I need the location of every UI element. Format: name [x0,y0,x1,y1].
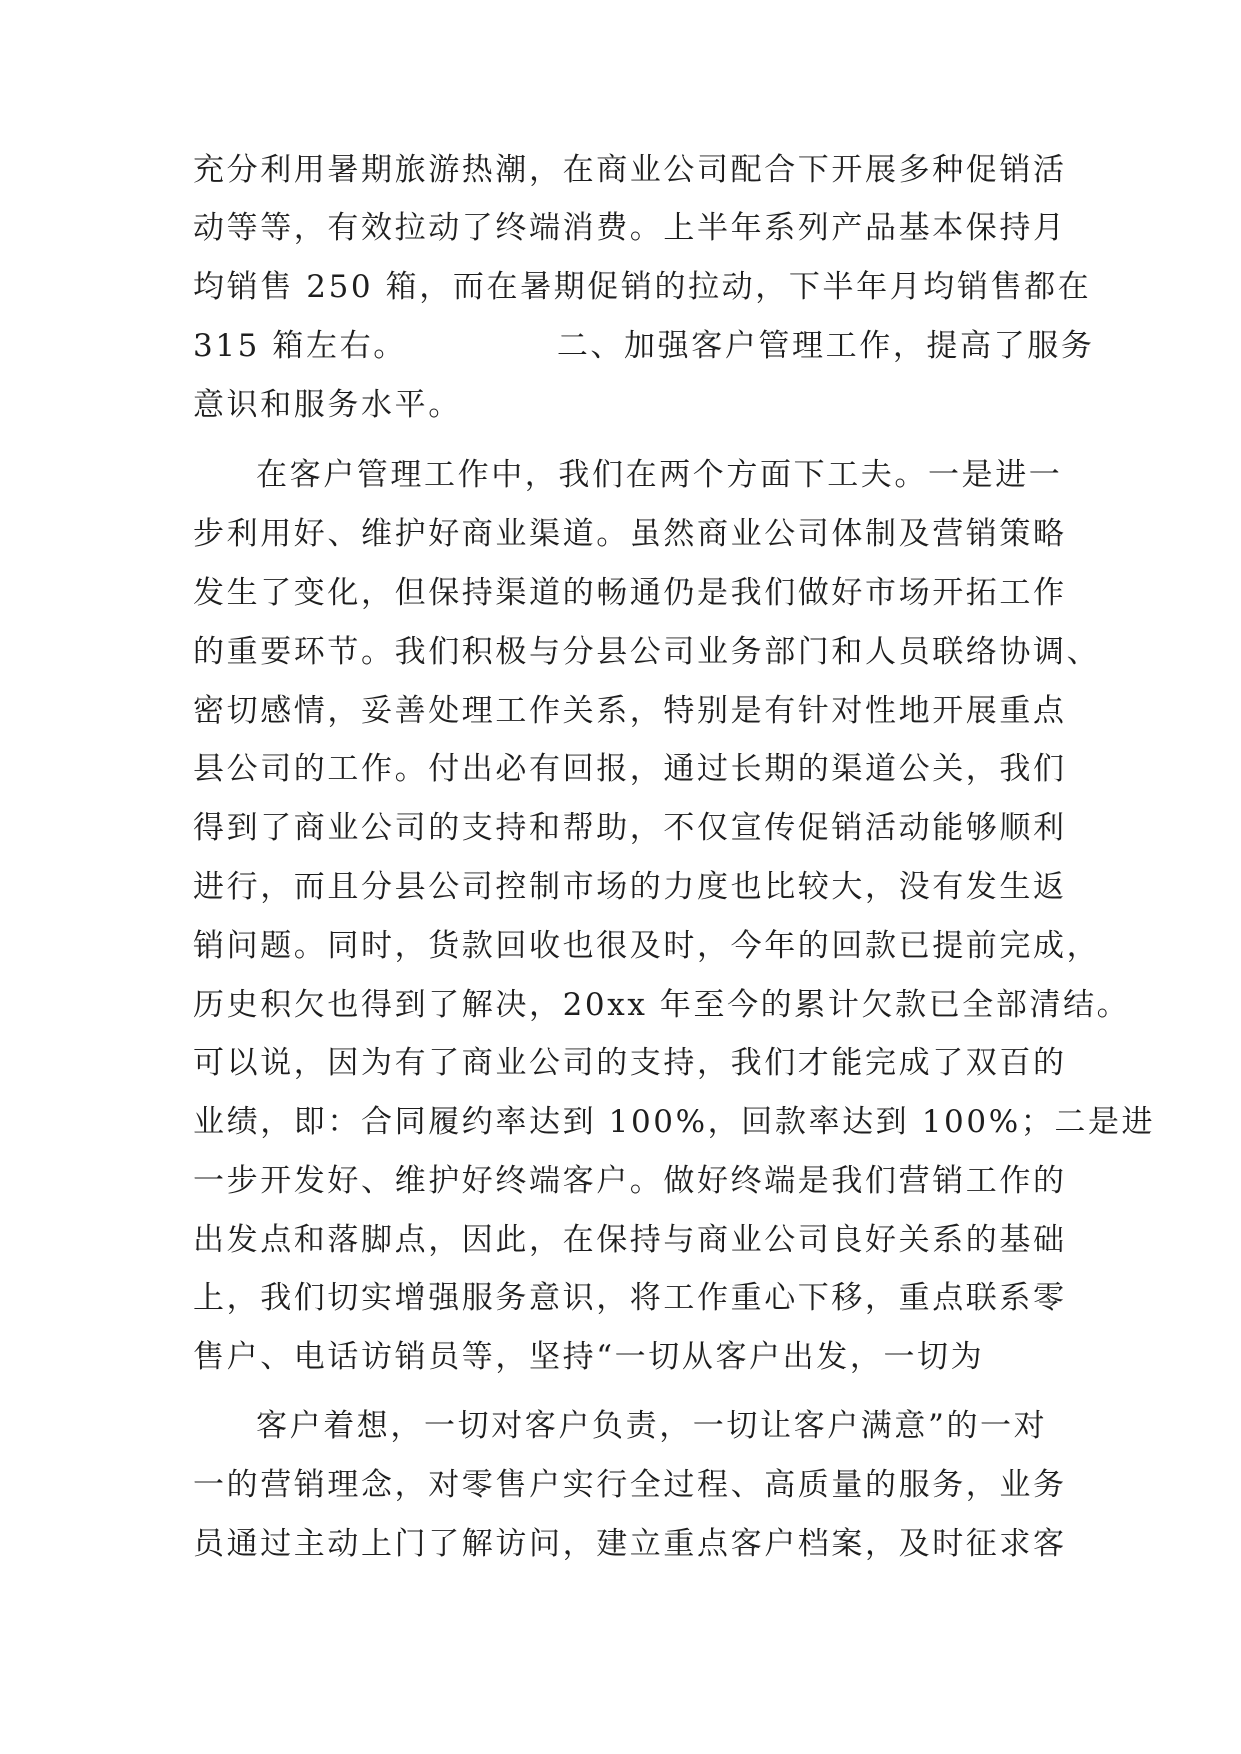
text-line: 上，我们切实增强服务意识，将工作重心下移，重点联系零 [193,1280,1067,1316]
text-line [193,318,1094,374]
text-line: 动等等，有效拉动了终端消费。上半年系列产品基本保持月 [193,210,1067,246]
paragraph-start: 客户着想，一切对客户负责，一切让客户满意”的一对 [256,1408,1048,1444]
text-line: 步利用好、维护好商业渠道。虽然商业公司体制及营销策略 [193,516,1067,552]
text-line: 业绩，即：合同履约率达到 100%，回款率达到 100%；二是进 [193,1104,1156,1140]
text-line: 得到了商业公司的支持和帮助，不仅宣传促销活动能够顺利 [193,810,1067,846]
text-line: 可以说，因为有了商业公司的支持，我们才能完成了双百的 [193,1045,1067,1081]
text-line: 意识和服务水平。 [193,387,462,423]
text-line: 均销售 250 箱，而在暑期促销的拉动，下半年月均销售都在 [193,269,1092,305]
text-line: 的重要环节。我们积极与分县公司业务部门和人员联络协调、 [193,634,1101,670]
text-line: 出发点和落脚点，因此，在保持与商业公司良好关系的基础 [193,1222,1067,1258]
text-line: 密切感情，妥善处理工作关系，特别是有针对性地开展重点 [193,693,1067,729]
text-line: 员通过主动上门了解访问，建立重点客户档案，及时征求客 [193,1526,1067,1562]
text-line: 进行，而且分县公司控制市场的力度也比较大，没有发生返 [193,869,1067,905]
section-heading: 二、加强客户管理工作，提高了服务 [556,328,1095,364]
text-line: 历史积欠也得到了解决，20xx 年至今的累计欠款已全部清结。 [193,987,1131,1023]
text-segment: 315 箱左右。 [193,328,407,364]
text-line: 销问题。同时，货款回收也很及时，今年的回款已提前完成， [193,928,1101,964]
text-line: 一的营销理念，对零售户实行全过程、高质量的服务，业务 [193,1467,1067,1503]
text-line: 县公司的工作。付出必有回报，通过长期的渠道公关，我们 [193,751,1067,787]
text-line: 充分利用暑期旅游热潮，在商业公司配合下开展多种促销活 [193,152,1067,188]
text-line: 售户、电话访销员等，坚持“一切从客户出发，一切为 [193,1339,985,1375]
text-line: 一步开发好、维护好终端客户。做好终端是我们营销工作的 [193,1163,1067,1199]
paragraph-start: 在客户管理工作中，我们在两个方面下工夫。一是进一 [256,457,1063,493]
text-line: 发生了变化，但保持渠道的畅通仍是我们做好市场开拓工作 [193,575,1067,611]
